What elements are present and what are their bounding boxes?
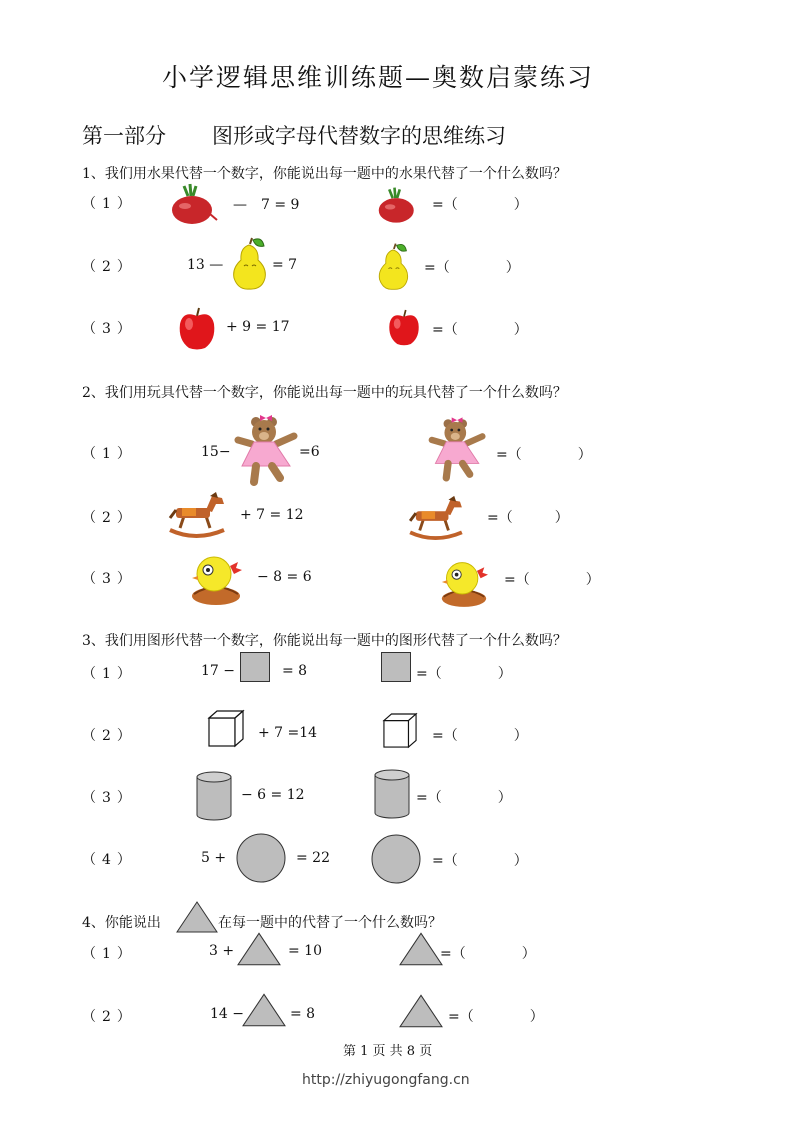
item-number: （1） bbox=[82, 666, 137, 682]
teddy-bear-icon bbox=[430, 416, 486, 482]
equation-lhs: 3 + bbox=[209, 943, 235, 959]
item-number: （4） bbox=[82, 852, 137, 868]
item-number: （1） bbox=[82, 196, 137, 212]
answer-blank[interactable]: =（ ） bbox=[432, 728, 528, 744]
equation-lhs: 13 — bbox=[187, 257, 224, 273]
apple-icon bbox=[387, 307, 421, 347]
triangle-icon bbox=[399, 932, 443, 966]
part-label: 第一部分 bbox=[82, 124, 166, 148]
equation-lhs: 14 − bbox=[210, 1006, 244, 1022]
cube-icon bbox=[208, 710, 244, 748]
item-number: （3） bbox=[82, 321, 137, 337]
answer-blank[interactable]: =（ ） bbox=[448, 1009, 544, 1025]
source-url[interactable]: http://zhiyugongfang.cn bbox=[302, 1072, 470, 1088]
item-number: （1） bbox=[82, 446, 137, 462]
equation-text: − 8 = 6 bbox=[257, 569, 312, 585]
cylinder-icon bbox=[196, 771, 232, 821]
answer-blank[interactable]: =（ ） bbox=[416, 790, 512, 806]
equation-text: + 7 =14 bbox=[258, 725, 318, 741]
page-title: 小学逻辑思维训练题—奥数启蒙练习 bbox=[162, 63, 595, 92]
item-number: （1） bbox=[82, 946, 137, 962]
equation-text: = 22 bbox=[296, 850, 330, 866]
item-number: （2） bbox=[82, 1009, 137, 1025]
page-number: 第 1 页 共 8 页 bbox=[343, 1044, 433, 1059]
square-icon bbox=[240, 652, 270, 682]
circle-icon bbox=[371, 834, 421, 884]
rocking-horse-icon bbox=[166, 490, 228, 538]
radish-icon bbox=[377, 186, 419, 226]
teddy-bear-icon bbox=[236, 414, 298, 486]
equation-text: + 7 = 12 bbox=[240, 507, 304, 523]
answer-blank[interactable]: =（ ） bbox=[432, 197, 528, 213]
equation-text: = 8 bbox=[282, 663, 308, 679]
pear-icon bbox=[230, 236, 268, 290]
section4-question-start: 4、你能说出 bbox=[82, 915, 161, 931]
equation-lhs: 15− bbox=[201, 444, 231, 460]
equation-lhs: 17 − bbox=[201, 663, 235, 679]
apple-icon bbox=[177, 306, 217, 350]
equation-lhs: 5 + bbox=[201, 850, 227, 866]
section4-question-end: 在每一题中的代替了一个什么数吗？ bbox=[218, 915, 442, 931]
section3-question: 3、我们用图形代替一个数字，你能说出每一题中的图形代替了一个什么数吗？ bbox=[82, 633, 567, 649]
triangle-icon bbox=[399, 994, 443, 1028]
equation-text: = 7 bbox=[272, 257, 298, 273]
radish-icon bbox=[170, 184, 218, 226]
triangle-icon bbox=[176, 901, 218, 933]
answer-blank[interactable]: =（ ） bbox=[440, 946, 536, 962]
equation-text: — 7 = 9 bbox=[233, 197, 300, 213]
answer-blank[interactable]: =（ ） bbox=[504, 572, 600, 588]
answer-blank[interactable]: =（ ） bbox=[487, 510, 569, 526]
chick-icon bbox=[190, 550, 242, 606]
answer-blank[interactable]: =（ ） bbox=[496, 447, 592, 463]
circle-icon bbox=[236, 833, 286, 883]
item-number: （3） bbox=[82, 790, 137, 806]
triangle-icon bbox=[242, 993, 286, 1027]
cylinder-icon bbox=[374, 769, 410, 819]
item-number: （2） bbox=[82, 728, 137, 744]
equation-text: + 9 = 17 bbox=[226, 319, 290, 335]
part-topic: 图形或字母代替数字的思维练习 bbox=[212, 124, 506, 148]
answer-blank[interactable]: =（ ） bbox=[424, 260, 520, 276]
item-number: （2） bbox=[82, 259, 137, 275]
chick-icon bbox=[440, 556, 488, 608]
triangle-icon bbox=[237, 932, 281, 966]
rocking-horse-icon bbox=[406, 494, 466, 540]
equation-text: = 10 bbox=[288, 943, 322, 959]
answer-blank[interactable]: =（ ） bbox=[432, 322, 528, 338]
equation-text: − 6 = 12 bbox=[241, 787, 305, 803]
equation-text: =6 bbox=[299, 444, 320, 460]
item-number: （3） bbox=[82, 571, 137, 587]
cube-icon bbox=[383, 713, 417, 749]
pear-icon bbox=[376, 241, 410, 291]
section2-question: 2、我们用玩具代替一个数字，你能说出每一题中的玩具代替了一个什么数吗？ bbox=[82, 385, 567, 401]
equation-text: = 8 bbox=[290, 1006, 316, 1022]
square-icon bbox=[381, 652, 411, 682]
answer-blank[interactable]: =（ ） bbox=[416, 666, 512, 682]
item-number: （2） bbox=[82, 510, 137, 526]
answer-blank[interactable]: =（ ） bbox=[432, 853, 528, 869]
section1-question: 1、我们用水果代替一个数字，你能说出每一题中的水果代替了一个什么数吗？ bbox=[82, 166, 567, 182]
